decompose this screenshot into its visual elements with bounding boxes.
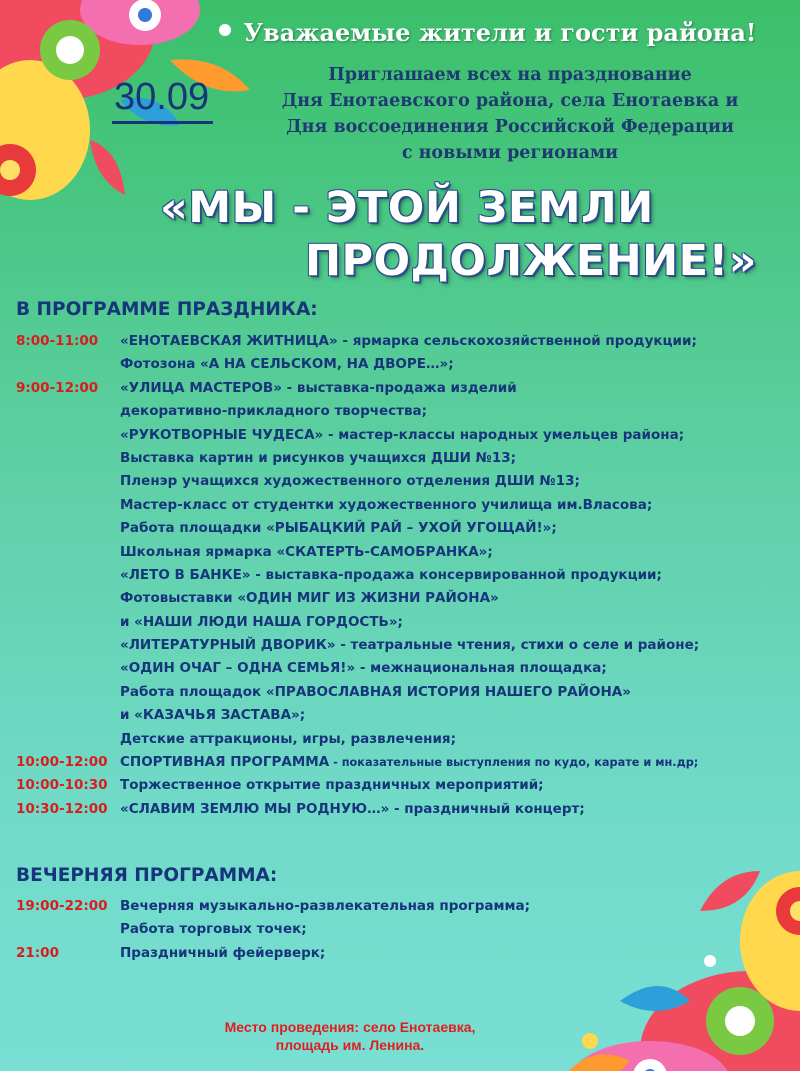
schedule-row (16, 377, 796, 400)
schedule-row (16, 564, 796, 587)
schedule-row (16, 330, 796, 353)
schedule-text: Пленэр учащихся художественного отделения ДШИ №13; (120, 473, 580, 490)
program-schedule (16, 330, 796, 821)
schedule-row-sport (16, 751, 796, 774)
schedule-text: Школьная ярмарка «СКАТЕРТЬ-САМОБРАНКА»; (120, 543, 493, 560)
slogan-line-2: ПРОДОЛЖЕНИЕ!» (305, 236, 757, 286)
schedule-row (16, 681, 796, 704)
schedule-text: Фотовыставки «ОДИН МИГ ИЗ ЖИЗНИ РАЙОНА» (120, 590, 499, 607)
schedule-text: Детские аттракционы, игры, развлечения; (120, 730, 456, 747)
schedule-time: 21:00 (16, 944, 59, 961)
schedule-row (16, 895, 796, 918)
schedule-text: Вечерняя музыкально-развлекательная программа; (120, 898, 531, 914)
venue-line: площадь им. Ленина. (275, 1037, 425, 1053)
schedule-text: «РУКОТВОРНЫЕ ЧУДЕСА» - мастер-классы народных умельцев района; (120, 426, 685, 443)
schedule-text: и «НАШИ ЛЮДИ НАША ГОРДОСТЬ»; (120, 613, 403, 630)
sport-program-name: СПОРТИВНАЯ ПРОГРАММА (120, 754, 330, 771)
schedule-text: «ЛЕТО В БАНКЕ» - выставка-продажа консервированной продукции; (120, 566, 662, 583)
schedule-text: Фотозона «А НА СЕЛЬСКОМ, НА ДВОРЕ…»; (120, 356, 454, 373)
schedule-text: «ЕНОТАЕВСКАЯ ЖИТНИЦА» - ярмарка сельскохозяйственной продукции; (120, 333, 697, 349)
schedule-row (16, 704, 796, 727)
venue-line: Место проведения: село Енотаевка, (224, 1019, 476, 1035)
schedule-row (16, 517, 796, 540)
schedule-row (16, 541, 796, 564)
schedule-row (16, 424, 796, 447)
schedule-row (16, 587, 796, 610)
invitation-line: Дня Енотаевского района, села Енотаевка и (281, 91, 739, 111)
schedule-row (16, 774, 796, 797)
invitation-line: Дня воссоединения Российской Федерации (286, 117, 734, 137)
schedule-row (16, 353, 796, 376)
schedule-row (16, 657, 796, 680)
invitation-line: с новыми регионами (401, 143, 619, 163)
schedule-text: Мастер-класс от студентки художественного училища им.Власова; (120, 496, 653, 513)
schedule-text: Торжественное открытие праздничных мероприятий; (120, 777, 544, 794)
schedule-time: 10:00-10:30 (16, 777, 108, 794)
schedule-text: «СЛАВИМ ЗЕМЛЮ МЫ РОДНУЮ…» - праздничный концерт; (120, 800, 585, 817)
schedule-text: Выставка картин и рисунков учащихся ДШИ №13; (120, 449, 517, 466)
schedule-row (16, 611, 796, 634)
schedule-row (16, 494, 796, 517)
event-date: 30.09 (112, 76, 213, 124)
schedule-row (16, 634, 796, 657)
schedule-row (16, 942, 796, 965)
venue-info (150, 1018, 550, 1054)
schedule-text: и «КАЗАЧЬЯ ЗАСТАВА»; (120, 707, 306, 724)
schedule-text: Работа площадок «ПРАВОСЛАВНАЯ ИСТОРИЯ НАШЕГО РАЙОНА» (120, 683, 631, 700)
schedule-text: «УЛИЦА МАСТЕРОВ» - выставка-продажа изделий (120, 379, 517, 396)
schedule-row (16, 470, 796, 493)
schedule-time: 9:00-12:00 (16, 379, 99, 396)
schedule-row (16, 447, 796, 470)
schedule-text (120, 751, 698, 774)
evening-schedule (16, 895, 796, 965)
schedule-time: 8:00-11:00 (16, 333, 99, 349)
schedule-row (16, 728, 796, 751)
schedule-text: «ЛИТЕРАТУРНЫЙ ДВОРИК» - театральные чтения, стихи о селе и районе; (120, 637, 700, 654)
greeting-heading: Уважаемые жители и гости района! (243, 18, 757, 47)
schedule-time: 19:00-22:00 (16, 898, 108, 914)
schedule-row (16, 798, 796, 821)
schedule-row (16, 400, 796, 423)
schedule-text: декоративно-прикладного творчества; (120, 403, 428, 420)
schedule-text: «ОДИН ОЧАГ – ОДНА СЕМЬЯ!» - межнациональная площадка; (120, 660, 607, 677)
schedule-row (16, 918, 796, 941)
schedule-time: 10:30-12:00 (16, 800, 108, 817)
program-title: В ПРОГРАММЕ ПРАЗДНИКА: (16, 299, 318, 320)
sport-program-detail: - показательные выступления по кудо, карате и мн.др; (329, 756, 699, 770)
schedule-time: 10:00-12:00 (16, 754, 108, 771)
evening-program-title: ВЕЧЕРНЯЯ ПРОГРАММА: (16, 865, 278, 886)
schedule-text: Праздничный фейерверк; (120, 944, 326, 961)
invitation-text (245, 62, 775, 166)
invitation-line: Приглашаем всех на празднование (328, 65, 692, 85)
schedule-text: Работа площадки «РЫБАЦКИЙ РАЙ – УХОЙ УГОЩАЙ!»; (120, 520, 557, 537)
schedule-text: Работа торговых точек; (120, 921, 307, 938)
slogan-line-1: «МЫ - ЭТОЙ ЗЕМЛИ (160, 183, 654, 233)
